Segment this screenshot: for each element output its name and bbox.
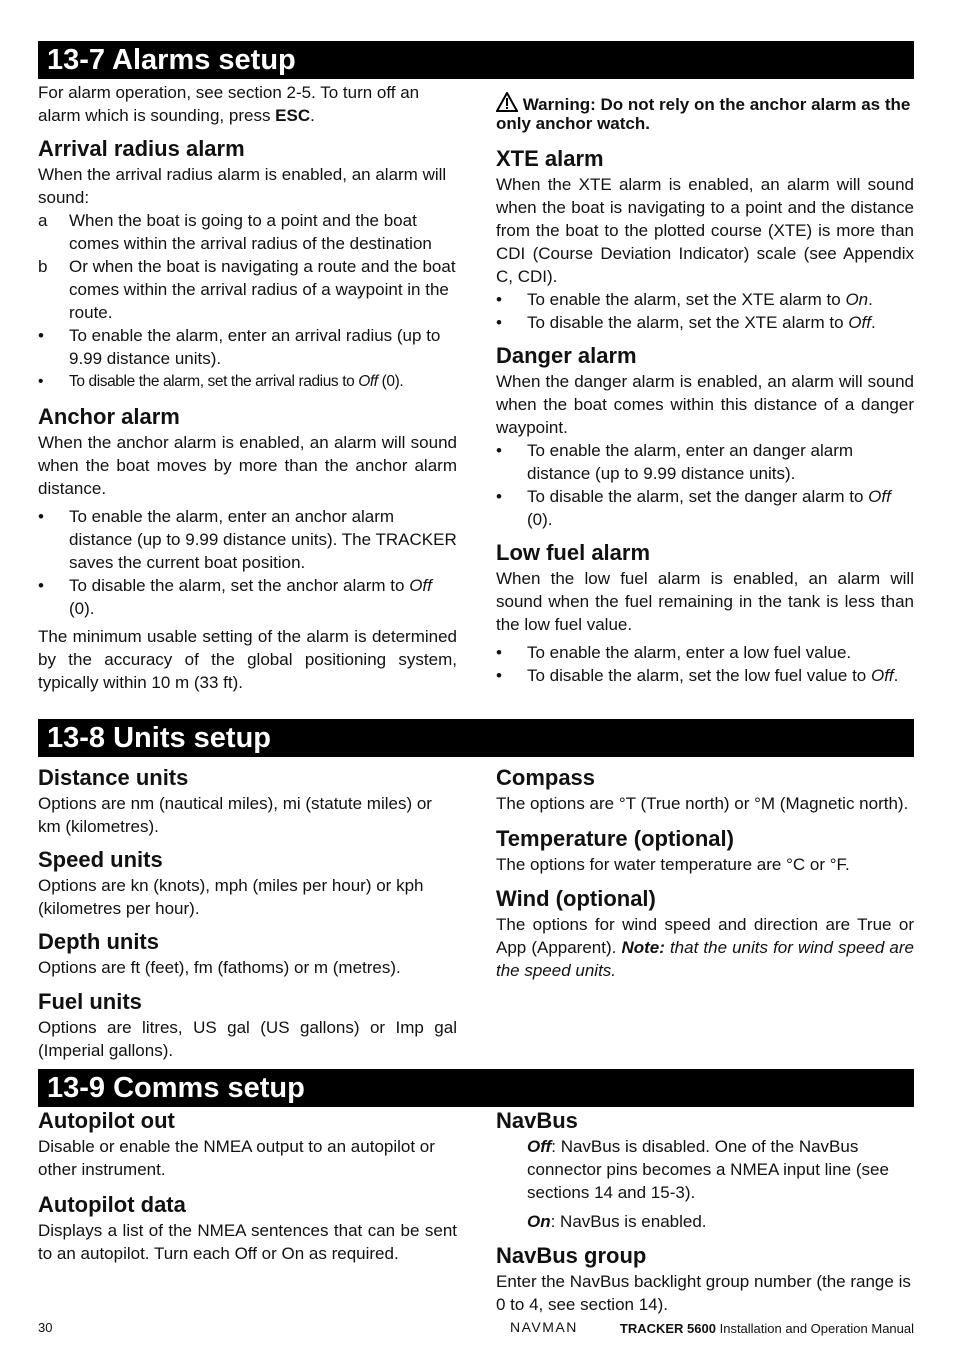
anchor-alarm-heading: Anchor alarm xyxy=(38,404,180,429)
list-item: • To enable the alarm, enter an anchor alarm distance (up to 9.99 distance units). The TRACKER saves the current boat position. xyxy=(38,507,457,572)
arrival-radius-list xyxy=(38,209,457,393)
navbus-heading: NavBus xyxy=(496,1108,578,1133)
list-item: • To disable the alarm, set the anchor alarm to Off (0). xyxy=(38,576,432,618)
low-fuel-alarm-text: When the low fuel alarm is enabled, an alarm will sound when the fuel remaining in the tank is less than the low fuel value. xyxy=(496,569,914,634)
fuel-units-heading: Fuel units xyxy=(38,989,142,1014)
danger-alarm-heading: Danger alarm xyxy=(496,343,637,368)
navbus-group-heading: NavBus group xyxy=(496,1243,647,1268)
list-item: • To enable the alarm, enter an arrival radius (up to 9.99 distance units). xyxy=(38,326,441,368)
distance-units-heading: Distance units xyxy=(38,765,189,790)
list-item: b Or when the boat is navigating a route and the boat comes within the arrival radius of a waypoint in the route. xyxy=(38,257,456,322)
list-item: • To disable the alarm, set the XTE alarm to Off. xyxy=(496,313,876,332)
manual-title: TRACKER 5600 Installation and Operation Manual xyxy=(619,1321,914,1336)
anchor-alarm-list xyxy=(38,505,457,620)
navbus-on-text: On: NavBus is enabled. xyxy=(527,1212,707,1231)
list-item: • To enable the alarm, set the XTE alarm to On. xyxy=(496,290,873,309)
xte-alarm-text: When the XTE alarm is enabled, an alarm will sound when the boat is navigating to a point and the distance from the boat to the plotted course (XTE) is more than CDI (Course Deviation Indicator) scale (see Appendix C, CDI). xyxy=(496,175,914,286)
navbus-off-text: Off: NavBus is disabled. One of the NavBus connector pins becomes a NMEA input line (see sections 14 and 15-3). xyxy=(527,1137,889,1202)
danger-alarm-text: When the danger alarm is enabled, an alarm will sound when the boat comes within this distance of a danger waypoint. xyxy=(496,372,914,437)
list-item: • To disable the alarm, set the arrival radius to Off (0). xyxy=(38,373,404,390)
speed-units-text: Options are kn (knots), mph (miles per hour) or kph (kilometres per hour). xyxy=(38,876,424,918)
autopilot-data-text: Displays a list of the NMEA sentences that can be sent to an autopilot. Turn each Off or On as required. xyxy=(38,1221,457,1263)
page-number: 30 xyxy=(38,1320,53,1335)
list-item: • To enable the alarm, enter a low fuel value. xyxy=(496,643,852,662)
comms-right-column xyxy=(496,1107,914,1316)
autopilot-data-heading: Autopilot data xyxy=(38,1192,186,1217)
list-item: a When the boat is going to a point and the boat comes within the arrival radius of the destination xyxy=(38,211,432,253)
section-title-alarms: 13-7 Alarms setup xyxy=(38,41,914,79)
arrival-radius-heading: Arrival radius alarm xyxy=(38,136,245,161)
units-right-column xyxy=(496,764,914,982)
alarms-intro: For alarm operation, see section 2-5. To turn off an alarm which is sounding, press ESC. xyxy=(38,83,420,125)
temperature-text: The options for water temperature are °C or °F. xyxy=(496,855,850,874)
section-title-units: 13-8 Units setup xyxy=(38,719,914,757)
autopilot-out-text: Disable or enable the NMEA output to an autopilot or other instrument. xyxy=(38,1137,435,1179)
compass-text: The options are °T (True north) or °M (Magnetic north). xyxy=(496,794,909,813)
low-fuel-alarm-heading: Low fuel alarm xyxy=(496,540,651,565)
anchor-warning: Warning: Do not rely on the anchor alarm as the only anchor watch. xyxy=(496,92,914,133)
anchor-alarm-note: The minimum usable setting of the alarm is determined by the accuracy of the global positioning system, typically within 10 m (33 ft). xyxy=(38,627,457,692)
list-item: • To disable the alarm, set the low fuel value to Off. xyxy=(496,666,899,685)
xte-alarm-list xyxy=(496,288,914,334)
compass-heading: Compass xyxy=(496,765,596,790)
distance-units-text: Options are nm (nautical miles), mi (statute miles) or km (kilometres). xyxy=(38,794,432,836)
danger-alarm-list xyxy=(496,439,914,531)
xte-alarm-heading: XTE alarm xyxy=(496,146,604,171)
esc-key: ESC xyxy=(275,106,311,125)
fuel-units-text: Options are litres, US gal (US gallons) or Imp gal (Imperial gallons). xyxy=(38,1018,457,1060)
depth-units-text: Options are ft (feet), fm (fathoms) or m (metres). xyxy=(38,958,401,977)
wind-heading: Wind (optional) xyxy=(496,886,656,911)
arrival-radius-text: When the arrival radius alarm is enabled, an alarm will sound: xyxy=(38,165,447,207)
section-title-comms: 13-9 Comms setup xyxy=(38,1069,914,1107)
list-item: • To enable the alarm, enter an danger alarm distance (up to 9.99 distance units). xyxy=(496,441,854,483)
autopilot-out-heading: Autopilot out xyxy=(38,1108,175,1133)
depth-units-heading: Depth units xyxy=(38,929,159,954)
alarms-left-column xyxy=(38,81,457,694)
speed-units-heading: Speed units xyxy=(38,847,163,872)
low-fuel-alarm-list xyxy=(496,641,914,687)
navbus-group-text: Enter the NavBus backlight group number (the range is 0 to 4, see section 14). xyxy=(496,1272,911,1314)
anchor-alarm-text: When the anchor alarm is enabled, an alarm will sound when the boat moves by more than the anchor alarm distance. xyxy=(38,433,457,498)
temperature-heading: Temperature (optional) xyxy=(496,826,734,851)
list-item: • To disable the alarm, set the danger alarm to Off (0). xyxy=(496,487,891,529)
brand-logo: NAVMAN xyxy=(510,1319,578,1335)
warning-icon xyxy=(496,92,518,112)
comms-left-column xyxy=(38,1107,457,1265)
units-left-column xyxy=(38,764,457,1062)
alarms-right-column xyxy=(496,92,914,687)
wind-text: The options for wind speed and direction are True or App (Apparent). Note: that the units for wind speed are the speed units. xyxy=(496,915,914,980)
